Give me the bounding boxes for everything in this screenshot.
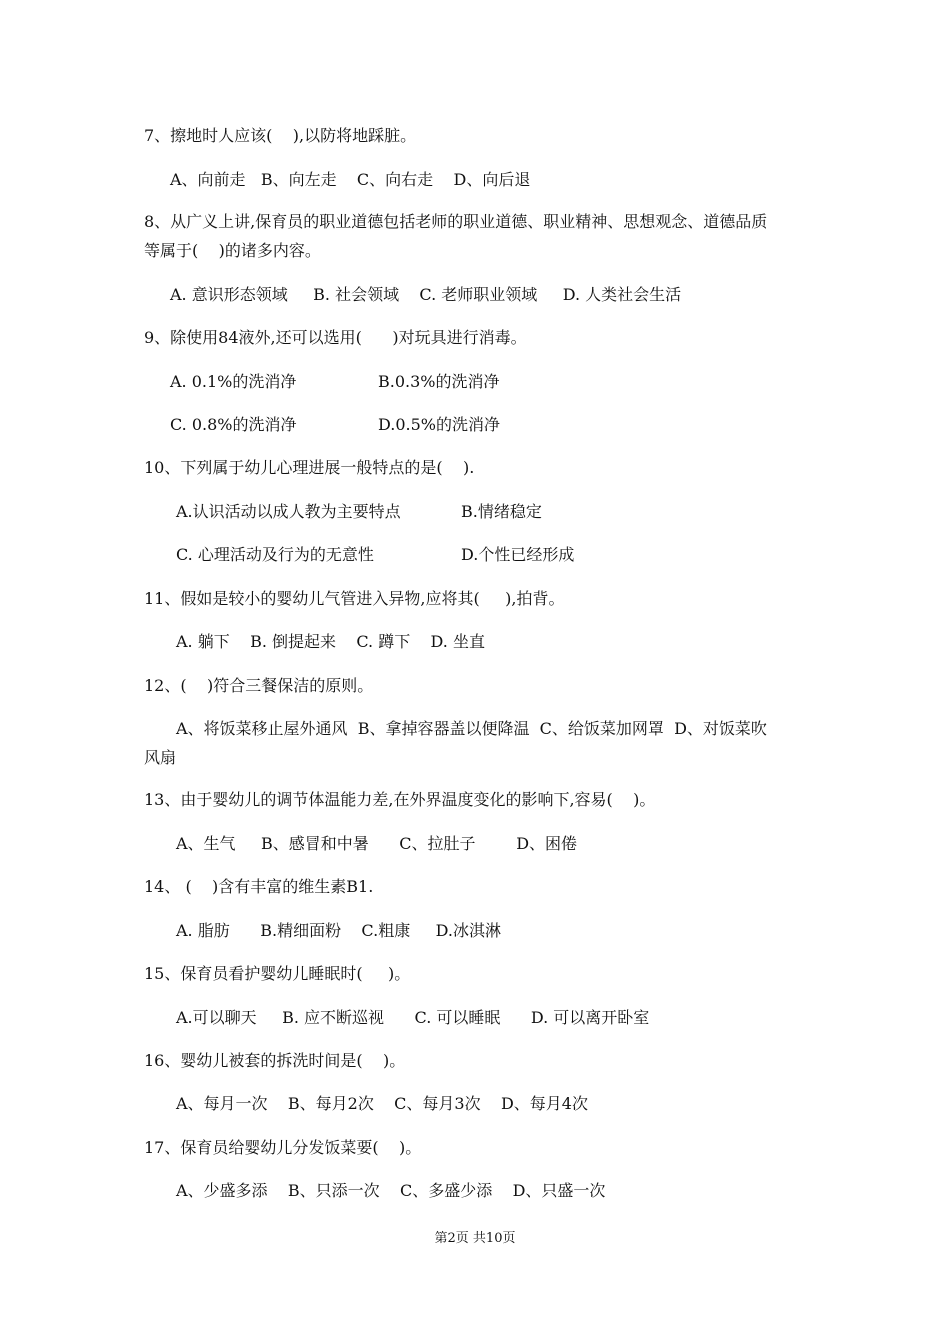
question-9-option-a: A. 0.1%的洗消净 bbox=[170, 372, 297, 391]
question-10-stem: 10、下列属于幼儿心理进展一般特点的是( ). bbox=[144, 458, 475, 477]
question-13-options: A、生气 B、感冒和中暑 C、拉肚子 D、困倦 bbox=[176, 834, 578, 853]
question-10-option-a: A.认识活动以成人教为主要特点 bbox=[176, 502, 401, 521]
question-14-stem: 14、 ( )含有丰富的维生素B1. bbox=[144, 877, 374, 896]
question-8-options: A. 意识形态领域 B. 社会领域 C. 老师职业领域 D. 人类社会生活 bbox=[170, 285, 682, 304]
page-number-footer: 第2页 共10页 bbox=[434, 1231, 516, 1246]
question-11-stem: 11、假如是较小的婴幼儿气管进入异物,应将其( ),拍背。 bbox=[144, 589, 565, 608]
question-10-option-c: C. 心理活动及行为的无意性 bbox=[176, 545, 374, 564]
question-14-options: A. 脂肪 B.精细面粉 C.粗康 D.冰淇淋 bbox=[176, 921, 501, 940]
question-12-stem: 12、( )符合三餐保洁的原则。 bbox=[144, 676, 374, 695]
question-9-stem: 9、除使用84液外,还可以选用( )对玩具进行消毒。 bbox=[144, 328, 527, 347]
question-17-options: A、少盛多添 B、只添一次 C、多盛少添 D、只盛一次 bbox=[176, 1181, 606, 1200]
question-10-option-d: D.个性已经形成 bbox=[461, 545, 575, 564]
question-16-options: A、每月一次 B、每月2次 C、每月3次 D、每月4次 bbox=[176, 1094, 588, 1113]
question-9-option-b: B.0.3%的洗消净 bbox=[378, 372, 500, 391]
question-10-option-b: B.情绪稳定 bbox=[461, 502, 542, 521]
question-7-options: A、向前走 B、向左走 C、向右走 D、向后退 bbox=[170, 170, 531, 189]
question-8-stem-line-1: 8、从广义上讲,保育员的职业道德包括老师的职业道德、职业精神、思想观念、道德品质 bbox=[144, 212, 768, 231]
question-12-options: A、将饭菜移止屋外通风 B、拿掉容器盖以便降温 C、给饭菜加网罩 D、对饭菜吹 bbox=[176, 719, 767, 738]
question-15-stem: 15、保育员看护婴幼儿睡眠时( )。 bbox=[144, 964, 411, 983]
question-13-stem: 13、由于婴幼儿的调节体温能力差,在外界温度变化的影响下,容易( )。 bbox=[144, 790, 656, 809]
question-9-option-d: D.0.5%的洗消净 bbox=[378, 415, 500, 434]
question-8-stem-line-2: 等属于( )的诸多内容。 bbox=[144, 241, 321, 260]
question-12-options-continued: 风扇 bbox=[144, 748, 177, 767]
question-15-options: A.可以聊天 B. 应不断巡视 C. 可以睡眠 D. 可以离开卧室 bbox=[176, 1008, 650, 1027]
question-16-stem: 16、婴幼儿被套的拆洗时间是( )。 bbox=[144, 1051, 406, 1070]
question-7-stem: 7、擦地时人应该( ),以防将地踩脏。 bbox=[144, 126, 417, 145]
question-17-stem: 17、保育员给婴幼儿分发饭菜要( )。 bbox=[144, 1138, 422, 1157]
question-9-option-c: C. 0.8%的洗消净 bbox=[170, 415, 297, 434]
question-11-options: A. 躺下 B. 倒提起来 C. 蹲下 D. 坐直 bbox=[176, 632, 485, 651]
